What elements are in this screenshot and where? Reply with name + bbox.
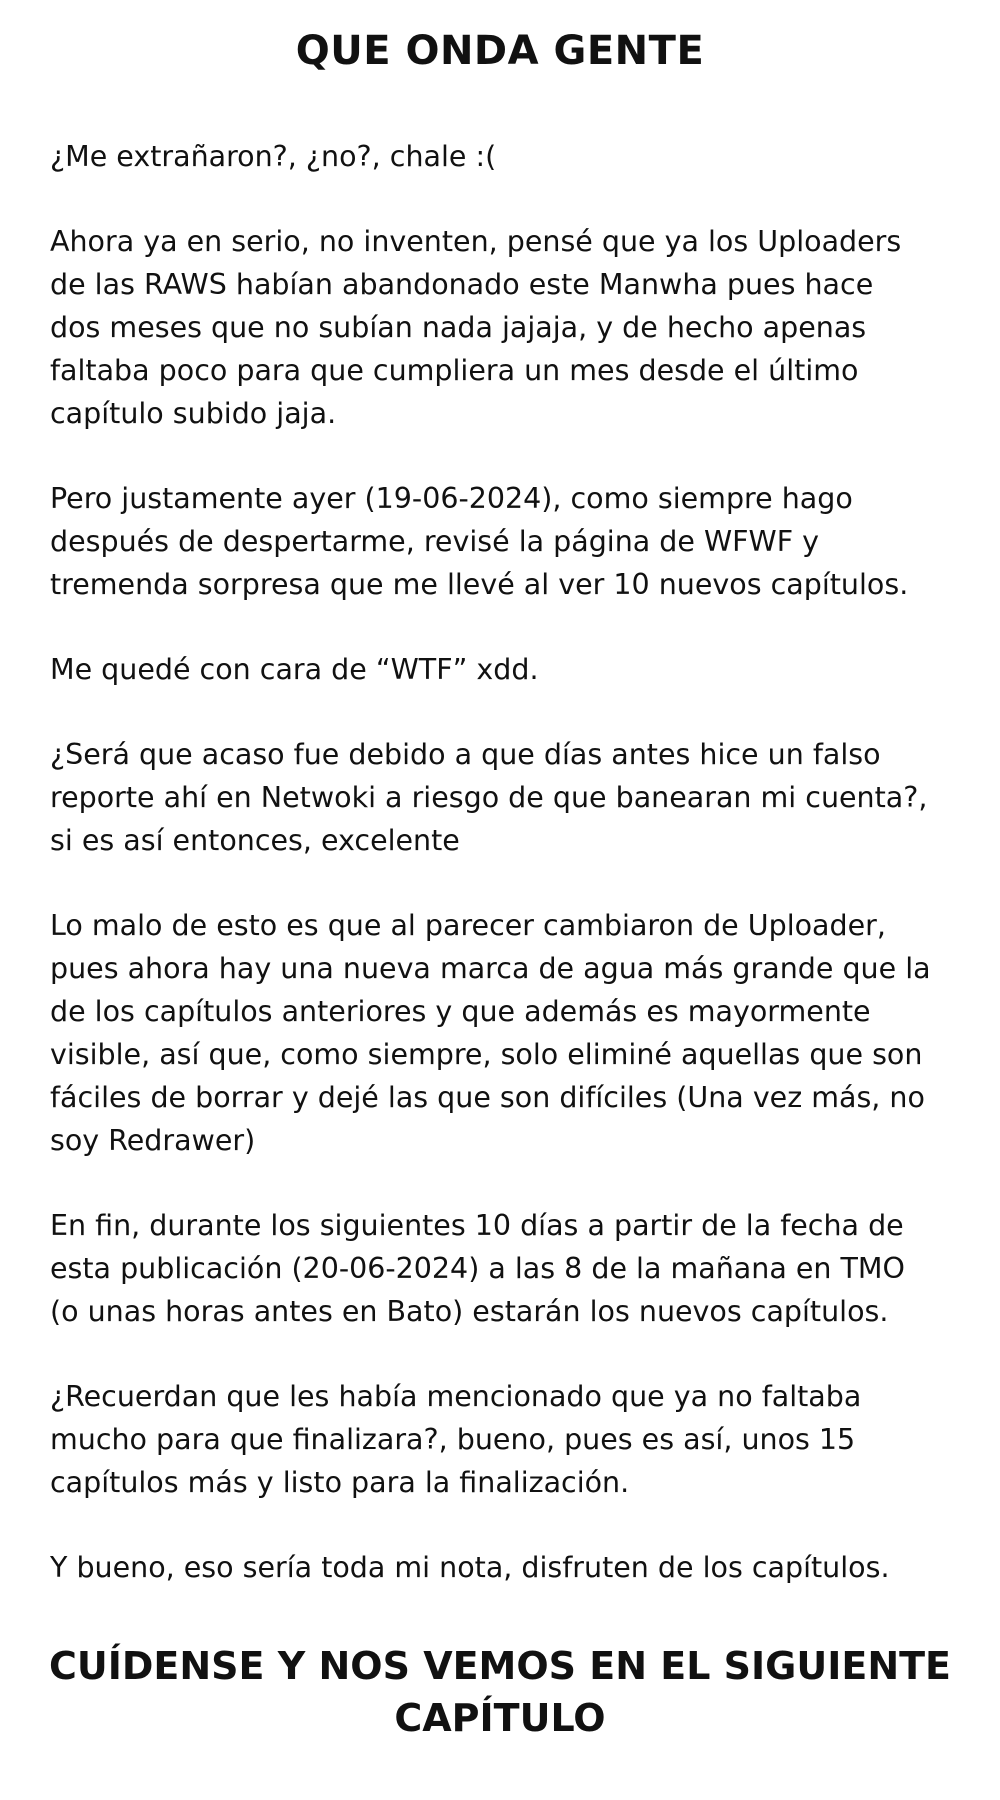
paragraph-schedule: En fin, durante los siguientes 10 días a partir de la fecha de esta publicación (20-06-2024) a las 8 de la mañana en TMO (o unas horas antes en Bato) estarán los nuevos capítulos.	[50, 1209, 905, 1328]
paragraph-new-chapters: Pero justamente ayer (19-06-2024), como siempre hago después de despertarme, revisé la página de WFWF y tremenda sorpresa que me llevé al ver 10 nuevos capítulos.	[50, 482, 909, 601]
closing-banner: CUÍDENSE Y NOS VEMOS EN EL SIGUIENTE CAPÍTULO	[49, 1644, 951, 1740]
paragraph-report: ¿Será que acaso fue debido a que días antes hice un falso reporte ahí en Netwoki a riesgo de que banearan mi cuenta?, si es así entonces, excelente	[50, 738, 928, 857]
paragraph-watermark: Lo malo de esto es que al parecer cambiaron de Uploader, pues ahora hay una nueva marca de agua más grande que la de los capítulos anteriores y que además es mayormente visible, así que, como siempre, solo eliminé aquellas que son fáciles de borrar y dejé las que son difíciles (Una vez más, no soy Redrawer)	[50, 909, 931, 1157]
paragraph-finale: ¿Recuerdan que les había mencionado que ya no faltaba mucho para que finalizara?, bueno, pues es así, unos 15 capítulos más y listo para la finalización.	[50, 1380, 862, 1499]
note-body	[50, 135, 960, 1631]
paragraph-wtf: Me quedé con cara de “WTF” xdd.	[50, 653, 539, 686]
paragraph-greeting: ¿Me extrañaron?, ¿no?, chale :(	[50, 140, 497, 173]
note-title: QUE ONDA GENTE	[295, 28, 705, 74]
paragraph-uploaders: Ahora ya en serio, no inventen, pensé que ya los Uploaders de las RAWS habían abandonado este Manwha pues hace dos meses que no subían nada jajaja, y de hecho apenas faltaba poco para que cumpliera un mes desde el último capítulo subido jaja.	[50, 225, 902, 430]
paragraph-signoff: Y bueno, eso sería toda mi nota, disfruten de los capítulos.	[50, 1551, 890, 1584]
